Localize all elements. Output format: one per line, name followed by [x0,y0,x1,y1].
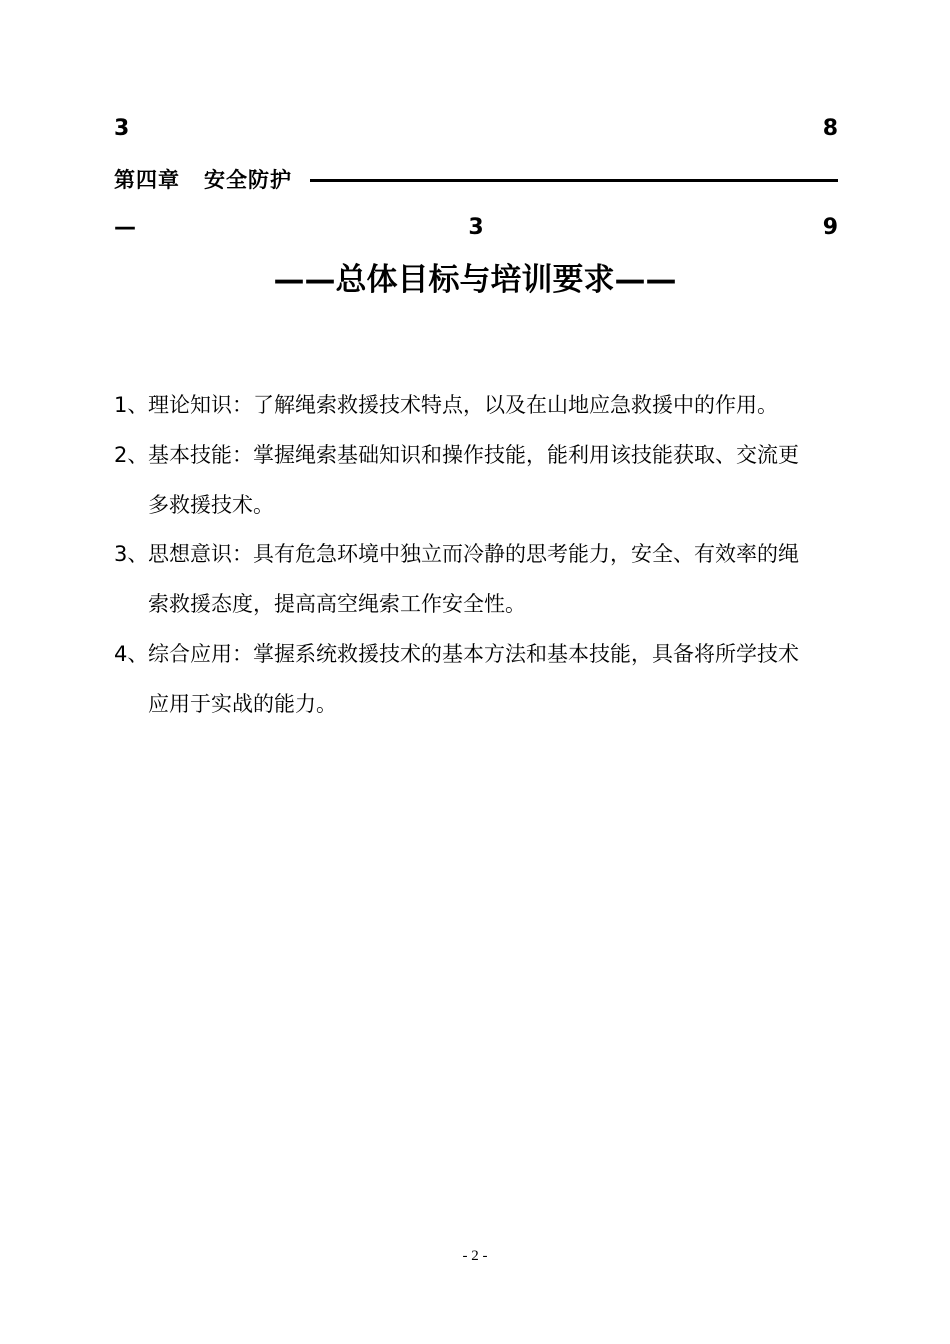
toc-page-digit-center: 3 [468,215,484,240]
toc-page-digit-right: 8 [822,116,838,141]
goal-item-4 [114,629,844,729]
goal-number: 1、 [114,393,149,417]
goal-number: 4、 [114,642,149,666]
toc-chapter-number: 第四章 [114,168,180,192]
goal-text-line-1: 基本技能：掌握绳索基础知识和操作技能，能利用该技能获取、交流更 [148,443,799,467]
goal-item-3 [114,529,844,629]
goal-item-2 [114,430,844,530]
goal-number: 2、 [114,443,149,467]
toc-page-number-line [114,211,838,245]
goal-text-line-2: 应用于实战的能力。 [148,692,337,716]
toc-leader-dash: — [114,215,136,240]
goal-text-line-1: 理论知识：了解绳索救援技术特点，以及在山地应急救援中的作用。 [148,393,778,417]
toc-page-digit-right-2: 9 [822,215,838,240]
goal-text-line-1: 思想意识：具有危急环境中独立而冷静的思考能力，安全、有效率的绳 [148,542,799,566]
goal-number: 3、 [114,542,149,566]
toc-leader-line [310,179,838,182]
toc-chapter-title: 安全防护 [204,168,292,192]
goal-text-line-2: 多救援技术。 [148,493,274,517]
toc-continuation-line [114,112,838,146]
goal-item-1 [114,380,844,430]
toc-page-digit-left: 3 [114,116,130,141]
goal-text-line-1: 综合应用：掌握系统救援技术的基本方法和基本技能，具备将所学技术 [148,642,799,666]
page-number: - 2 - [462,1248,488,1264]
section-heading: ——总体目标与培训要求—— [273,262,677,298]
toc-entry-chapter-4[interactable] [114,162,838,198]
goal-text-line-2: 索救援态度，提高高空绳索工作安全性。 [148,592,526,616]
